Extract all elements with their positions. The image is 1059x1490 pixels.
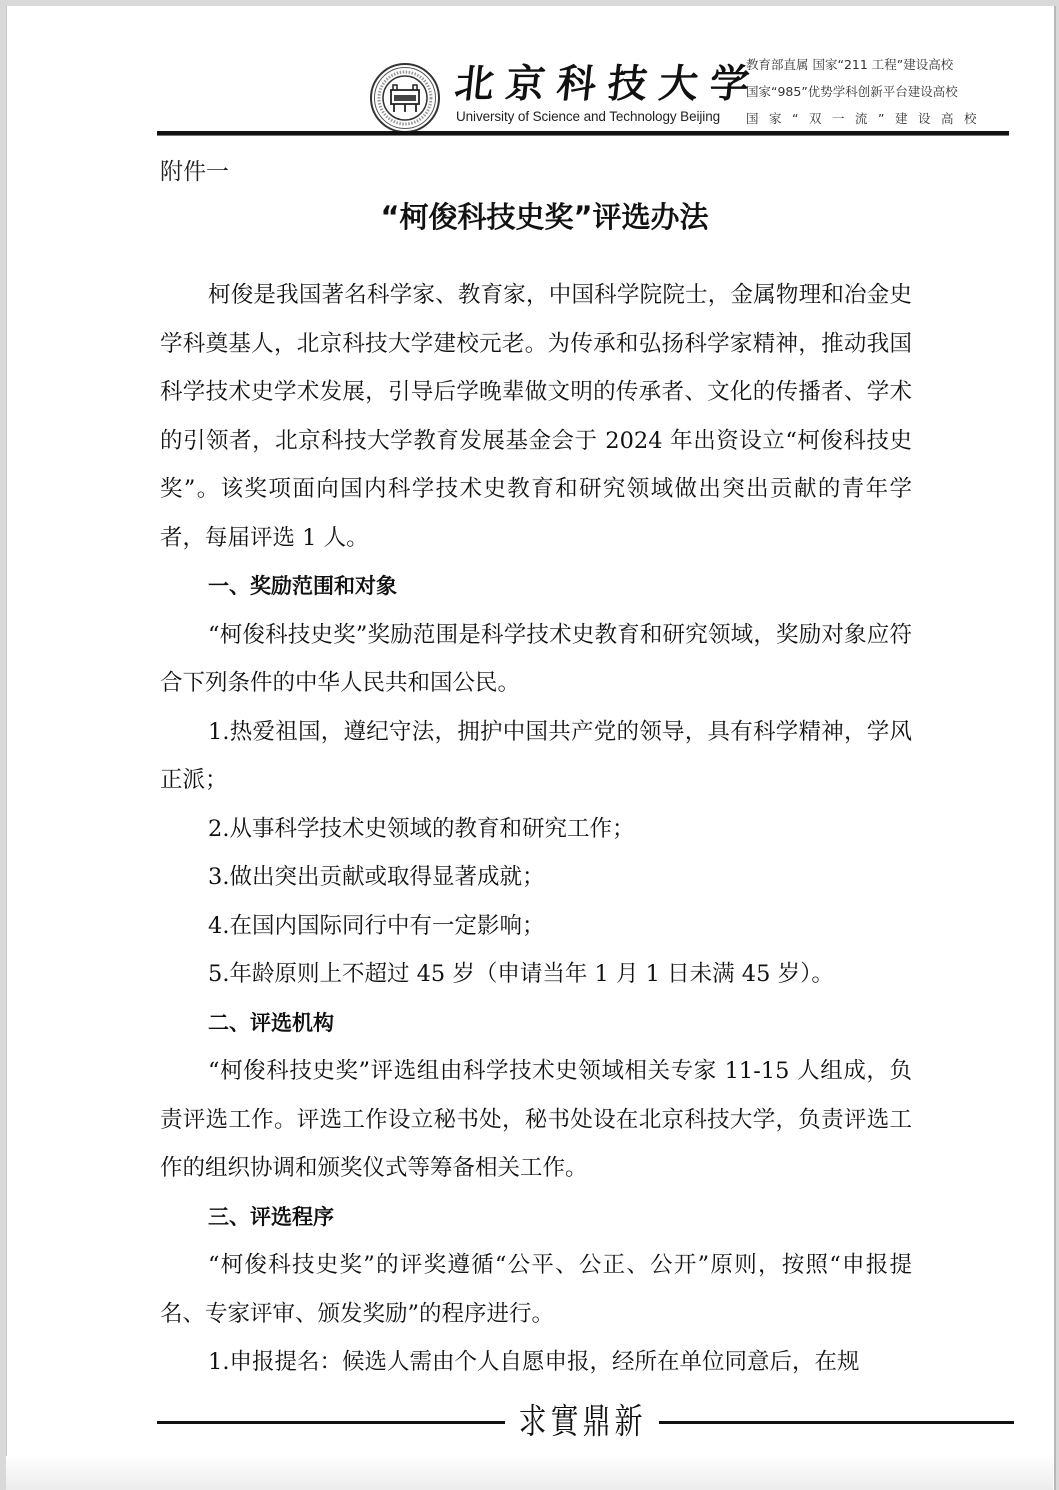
committee-paragraph: “柯俊科技史奖”评选组由科学技术史领域相关专家 11-15 人组成，负责评选工作。评选工作设立秘书处，秘书处设在北京科技大学，负责评选工作的组织协调和颁奖仪式等筹备相关工作。 xyxy=(160,1058,912,1181)
header-divider xyxy=(157,131,1009,136)
section-heading-scope: 一、奖励范围和对象 xyxy=(208,574,397,598)
document-body xyxy=(160,271,912,1387)
procedure-step: 1.申报提名：候选人需由个人自愿申报，经所在单位同意后，在规 xyxy=(208,1349,860,1375)
footer-motto: 求實鼎新 xyxy=(518,1400,647,1442)
tagline-211: 教育部直属 国家“211 工程”建设高校 xyxy=(746,57,954,72)
criterion-item: 2.从事科学技术史领域的教育和研究工作； xyxy=(208,815,635,842)
university-name-english: University of Science and Technology Beijing xyxy=(456,109,721,124)
footer-divider-right xyxy=(659,1421,1014,1424)
criterion-item: 5.年龄原则上不超过 45 岁（申请当年 1 月 1 日未满 45 岁）。 xyxy=(208,961,834,987)
criterion-item: 3.做出突出贡献或取得显著成就； xyxy=(208,864,545,890)
attachment-label: 附件一 xyxy=(160,159,229,185)
procedure-paragraph: “柯俊科技史奖”的评奖遵循“公平、公正、公开”原则，按照“申报提名、专家评审、颁发奖励”的程序进行。 xyxy=(160,1252,912,1327)
criterion-item: 4.在国内国际同行中有一定影响； xyxy=(208,912,545,939)
document-title: “柯俊科技史奖”评选办法 xyxy=(380,200,709,234)
scope-paragraph: “柯俊科技史奖”奖励范围是科学技术史教育和研究领域，奖励对象应符合下列条件的中华人民共和国公民。 xyxy=(160,621,912,696)
section-heading-procedure: 三、评选程序 xyxy=(208,1204,334,1229)
footer-divider-left xyxy=(157,1421,505,1424)
university-name-chinese: 北京科技大学 xyxy=(452,61,764,107)
criterion-item: 1.热爱祖国，遵纪守法，拥护中国共产党的领导，具有科学精神，学风正派； xyxy=(160,718,912,793)
tagline-985: 国家“985”优势学科创新平台建设高校 xyxy=(746,84,958,99)
page-bottom-shade xyxy=(6,1456,1053,1490)
intro-paragraph: 柯俊是我国著名科学家、教育家，中国科学院院士，金属物理和冶金史学科奠基人，北京科技大学建校元老。为传承和弘扬科学家精神，推动我国科学技术史学术发展，引导后学晚辈做文明的传承者、文化的传播者、学术的引领者，北京科技大学教育发展基金会于 2024 年出资设立“柯俊科技史奖”。该奖项面向国内科学技术史教育和研究领域做出突出贡献的青年学者，每届评选 1 人。 xyxy=(160,282,912,551)
section-heading-committee: 二、评选机构 xyxy=(208,1010,334,1035)
tagline-double-first-class: 国家“双一流”建设高校 xyxy=(746,111,987,126)
university-seal-icon xyxy=(369,62,441,134)
